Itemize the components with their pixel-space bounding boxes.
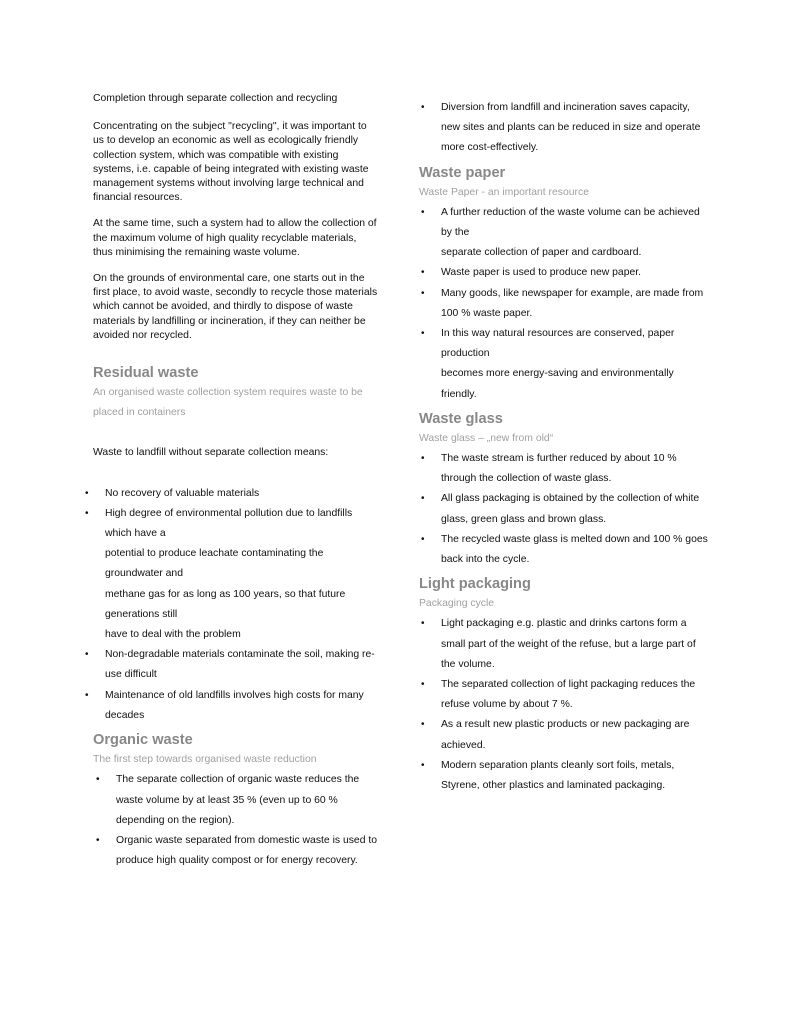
list-item: [441, 203, 709, 264]
list-item: • Waste paper is used to produce new paper.: [441, 263, 709, 283]
subtitle-waste-paper: Waste Paper - an important resource: [419, 186, 589, 198]
glass-list: [441, 449, 709, 570]
list-item: • As a result new plastic products or new packaging are achieved.: [441, 715, 709, 755]
light-packaging-list: [441, 614, 709, 796]
list-item: • Non-degradable materials contaminate the soil, making re-use difficult: [105, 645, 378, 685]
list-item: • Organic waste separated from domestic waste is used to produce high quality compost or for energy recovery.: [116, 831, 378, 871]
list-item-continuation: becomes more energy-saving and environmentally friendly.: [441, 368, 674, 400]
list-item-continuation: have to deal with the problem: [105, 629, 241, 641]
paragraph-environmental-care: On the grounds of environmental care, one starts out in the first place, to avoid waste, secondly to recycle those materials which cannot be avoided, and thirdly to dispose of waste materials by landfilling or incineration, if they can neither be avoided nor recycled.: [93, 273, 378, 341]
paragraph-collection-system: At the same time, such a system had to allow the collection of the maximum volume of high quality recyclable materials, thus minimising the remaining waste volume.: [93, 218, 377, 258]
heading-light-packaging: Light packaging: [419, 576, 531, 593]
list-item-text: In this way natural resources are conserved, paper production: [441, 328, 675, 360]
list-item-continuation: separate collection of paper and cardboard.: [441, 247, 642, 259]
intro-line: Completion through separate collection and recycling: [93, 93, 338, 104]
list-item: • All glass packaging is obtained by the collection of white glass, green glass and brown glass.: [441, 489, 709, 529]
organic-list: [116, 770, 378, 871]
heading-waste-paper: Waste paper: [419, 164, 506, 181]
paragraph-recycling: Concentrating on the subject "recycling", it was important to us to develop an economic as well as ecologically friendly collection system, which was compatible with existing systems, i.e. capable of being integrated with existing waste management systems without involving large technical and financial resources.: [93, 121, 369, 204]
list-item: [441, 324, 709, 405]
subtitle-light-packaging: Packaging cycle: [419, 598, 495, 610]
list-item-continuation: 100 % waste paper.: [441, 307, 533, 319]
heading-residual-waste: Residual waste: [93, 365, 199, 382]
list-item: • Light packaging e.g. plastic and drinks cartons form a small part of the weight of the refuse, but a large part of the volume.: [441, 614, 709, 675]
heading-waste-glass: Waste glass: [419, 410, 503, 427]
right-column: [419, 98, 709, 796]
subtitle-waste-glass: Waste glass – „new from old“: [419, 432, 554, 444]
list-item: • The separate collection of organic waste reduces the waste volume by at least 35 % (even up to 60 % depending on the region).: [116, 770, 378, 831]
list-item: [441, 284, 709, 324]
list-item-text: Many goods, like newspaper for example, are made from: [441, 287, 704, 299]
list-item: • The separated collection of light packaging reduces the refuse volume by about 7 %.: [441, 675, 709, 715]
residual-list: [105, 484, 378, 726]
subtitle-organic-waste: The first step towards organised waste reduction: [93, 754, 317, 766]
list-item: • Modern separation plants cleanly sort foils, metals, Styrene, other plastics and laminated packaging.: [441, 756, 709, 796]
list-item-continuation: methane gas for as long as 100 years, so that future generations still: [105, 588, 346, 620]
list-item-text: A further reduction of the waste volume can be achieved by the: [441, 206, 700, 239]
left-column: [93, 92, 378, 871]
list-item: • No recovery of valuable materials: [105, 484, 378, 504]
list-item: • The waste stream is further reduced by about 10 % through the collection of waste glass.: [441, 449, 709, 489]
list-item: • The recycled waste glass is melted down and 100 % goes back into the cycle.: [441, 530, 709, 570]
list-item-continuation: potential to produce leachate contaminating the groundwater and: [105, 548, 324, 580]
subtitle-residual-waste: An organised waste collection system requires waste to be placed in containers: [93, 387, 363, 419]
list-item: • Diversion from landfill and incineration saves capacity, new sites and plants can be reduced in size and operate more cost-effectively.: [441, 98, 709, 159]
list-item-text: High degree of environmental pollution due to landfills which have a: [105, 507, 353, 540]
list-item: [105, 504, 378, 645]
heading-organic-waste: Organic waste: [93, 732, 193, 749]
list-item: • Maintenance of old landfills involves high costs for many decades: [105, 686, 378, 726]
diversion-list: [441, 98, 709, 159]
residual-intro: Waste to landfill without separate collection means:: [93, 447, 329, 459]
paper-list: [441, 203, 709, 405]
